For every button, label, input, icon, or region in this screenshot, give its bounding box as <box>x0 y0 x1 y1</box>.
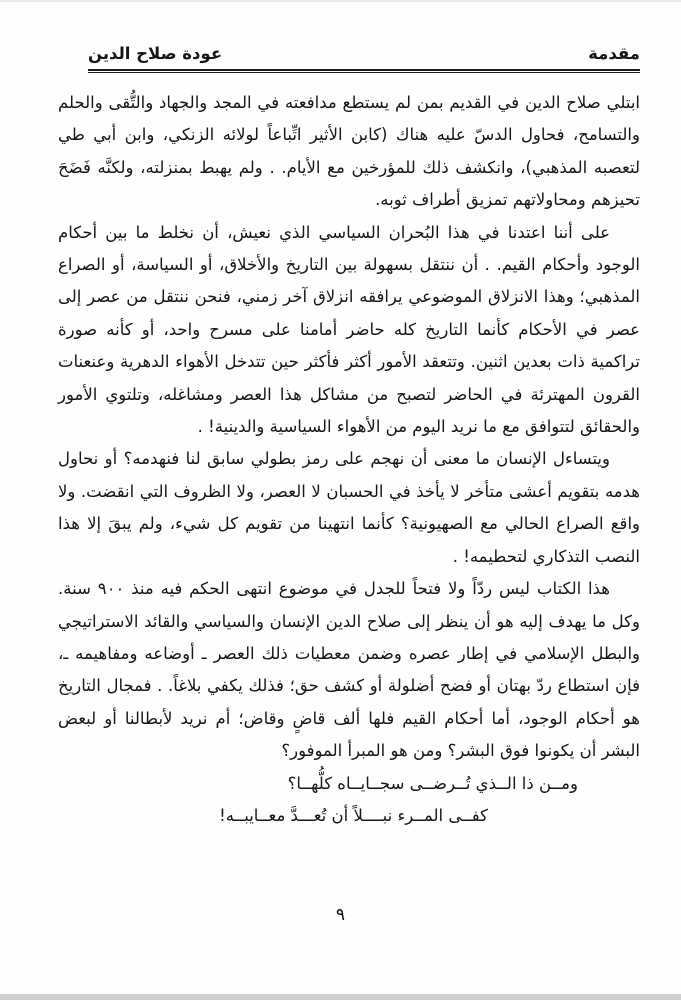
verse-line-2: كفــى المــرء نبــــلاً أن تُعـــدَّ معــايبــه! <box>219 805 488 825</box>
poetry-verse <box>58 768 640 833</box>
scan-edge-top <box>0 0 681 2</box>
paragraph-1: ابتلي صلاح الدين في القديم بمن لم يستطع مدافعته في المجد والجهاد والتُّقى والحلم والتسامح، فحاول الدسّ عليه هناك (كابن الأثير اتِّباعاً لولائه الزنكي، وابن أبي طي لتعصبه المذهبي)، وانكشف ذلك للمؤرخين مع الأيام. . ولم يهبط بمنزلته، ولكنَّه فَضَحَ تحيزهم ومحاولاتهم تمزيق أطراف ثوبه. <box>58 93 640 210</box>
paragraph-4: هذا الكتاب ليس ردّاً ولا فتحاً للجدل في موضوع انتهى الحكم فيه منذ ٩٠٠ سنة. وكل ما يهدف إليه هو أن ينظر إلى صلاح الدين الإنسان والسياسي والقائد الاستراتيجي والبطل الإسلامي في إطار عصره وضمن معطيات ذلك العصر ـ أوضاعه ومفاهيمه ـ، فإن استطاع ردّ بهتان أو فضح أضلولة أو كشف حق؛ فذلك يكفي بلاغاً. . فمجال التاريخ هو أحكام الوجود، أما أحكام القيم فلها ألف قاضٍ وقاض؛ أم نريد لأبطالنا أو لبعض البشر أن يكونوا فوق البشر؟ ومن هو المبرأ الموفور؟ <box>58 579 640 761</box>
header-section-title: مقدمة <box>588 44 640 63</box>
header-book-title: عودة صلاح الدين <box>88 44 223 63</box>
page-header <box>88 44 640 63</box>
body-text <box>58 87 640 832</box>
paragraph-3: ويتساءل الإنسان ما معنى أن نهجم على رمز بطولي سابق لنا فنهدمه؟ أو نحاول هدمه بتقويم أعشى متأخر لا يأخذ في الحسبان لا العصر، ولا الظروف التي انقضت. ولا واقع الصراع الحالي مع الصهيونية؟ كأنما انتهينا من تقويم كل شيء، ولم يبقَ إلا هذا النصب التذكاري لتحطيمه! . <box>58 449 640 566</box>
scan-edge-bottom <box>0 994 681 1000</box>
page-number: ٩ <box>335 905 346 925</box>
header-divider <box>88 69 640 73</box>
paragraph-2: على أننا اعتدنا في هذا البُحران السياسي الذي نعيش، أن نخلط ما بين أحكام الوجود وأحكام القيم. . أن ننتقل بسهولة بين التاريخ والأخلاق، أو السياسة، أو الصراع المذهبي؛ وهذا الانزلاق الموضوعي يرافقه انزلاق آخر زمني، فنحن ننتقل من عصر إلى عصر في الأحكام كأنما التاريخ كله حاضر أمامنا على مسرح واحد، أو كأنه صورة تراكمية ذات بعدين اثنين. وتتعقد الأمور أكثر فأكثر حين تتدخل الأهواء الدهرية وعنعنات القرون المهترئة في الحاضر لتصبح من مشاكل هذا العصر ومشاغله، وتلتوي الأمور والحقائق لتتوافق مع ما نريد اليوم من الأهواء السياسية والدينية! . <box>58 222 640 437</box>
verse-line-1: ومــن ذا الــذي تُــرضــى سجــايــاه كلُّهــا؟ <box>287 773 578 793</box>
